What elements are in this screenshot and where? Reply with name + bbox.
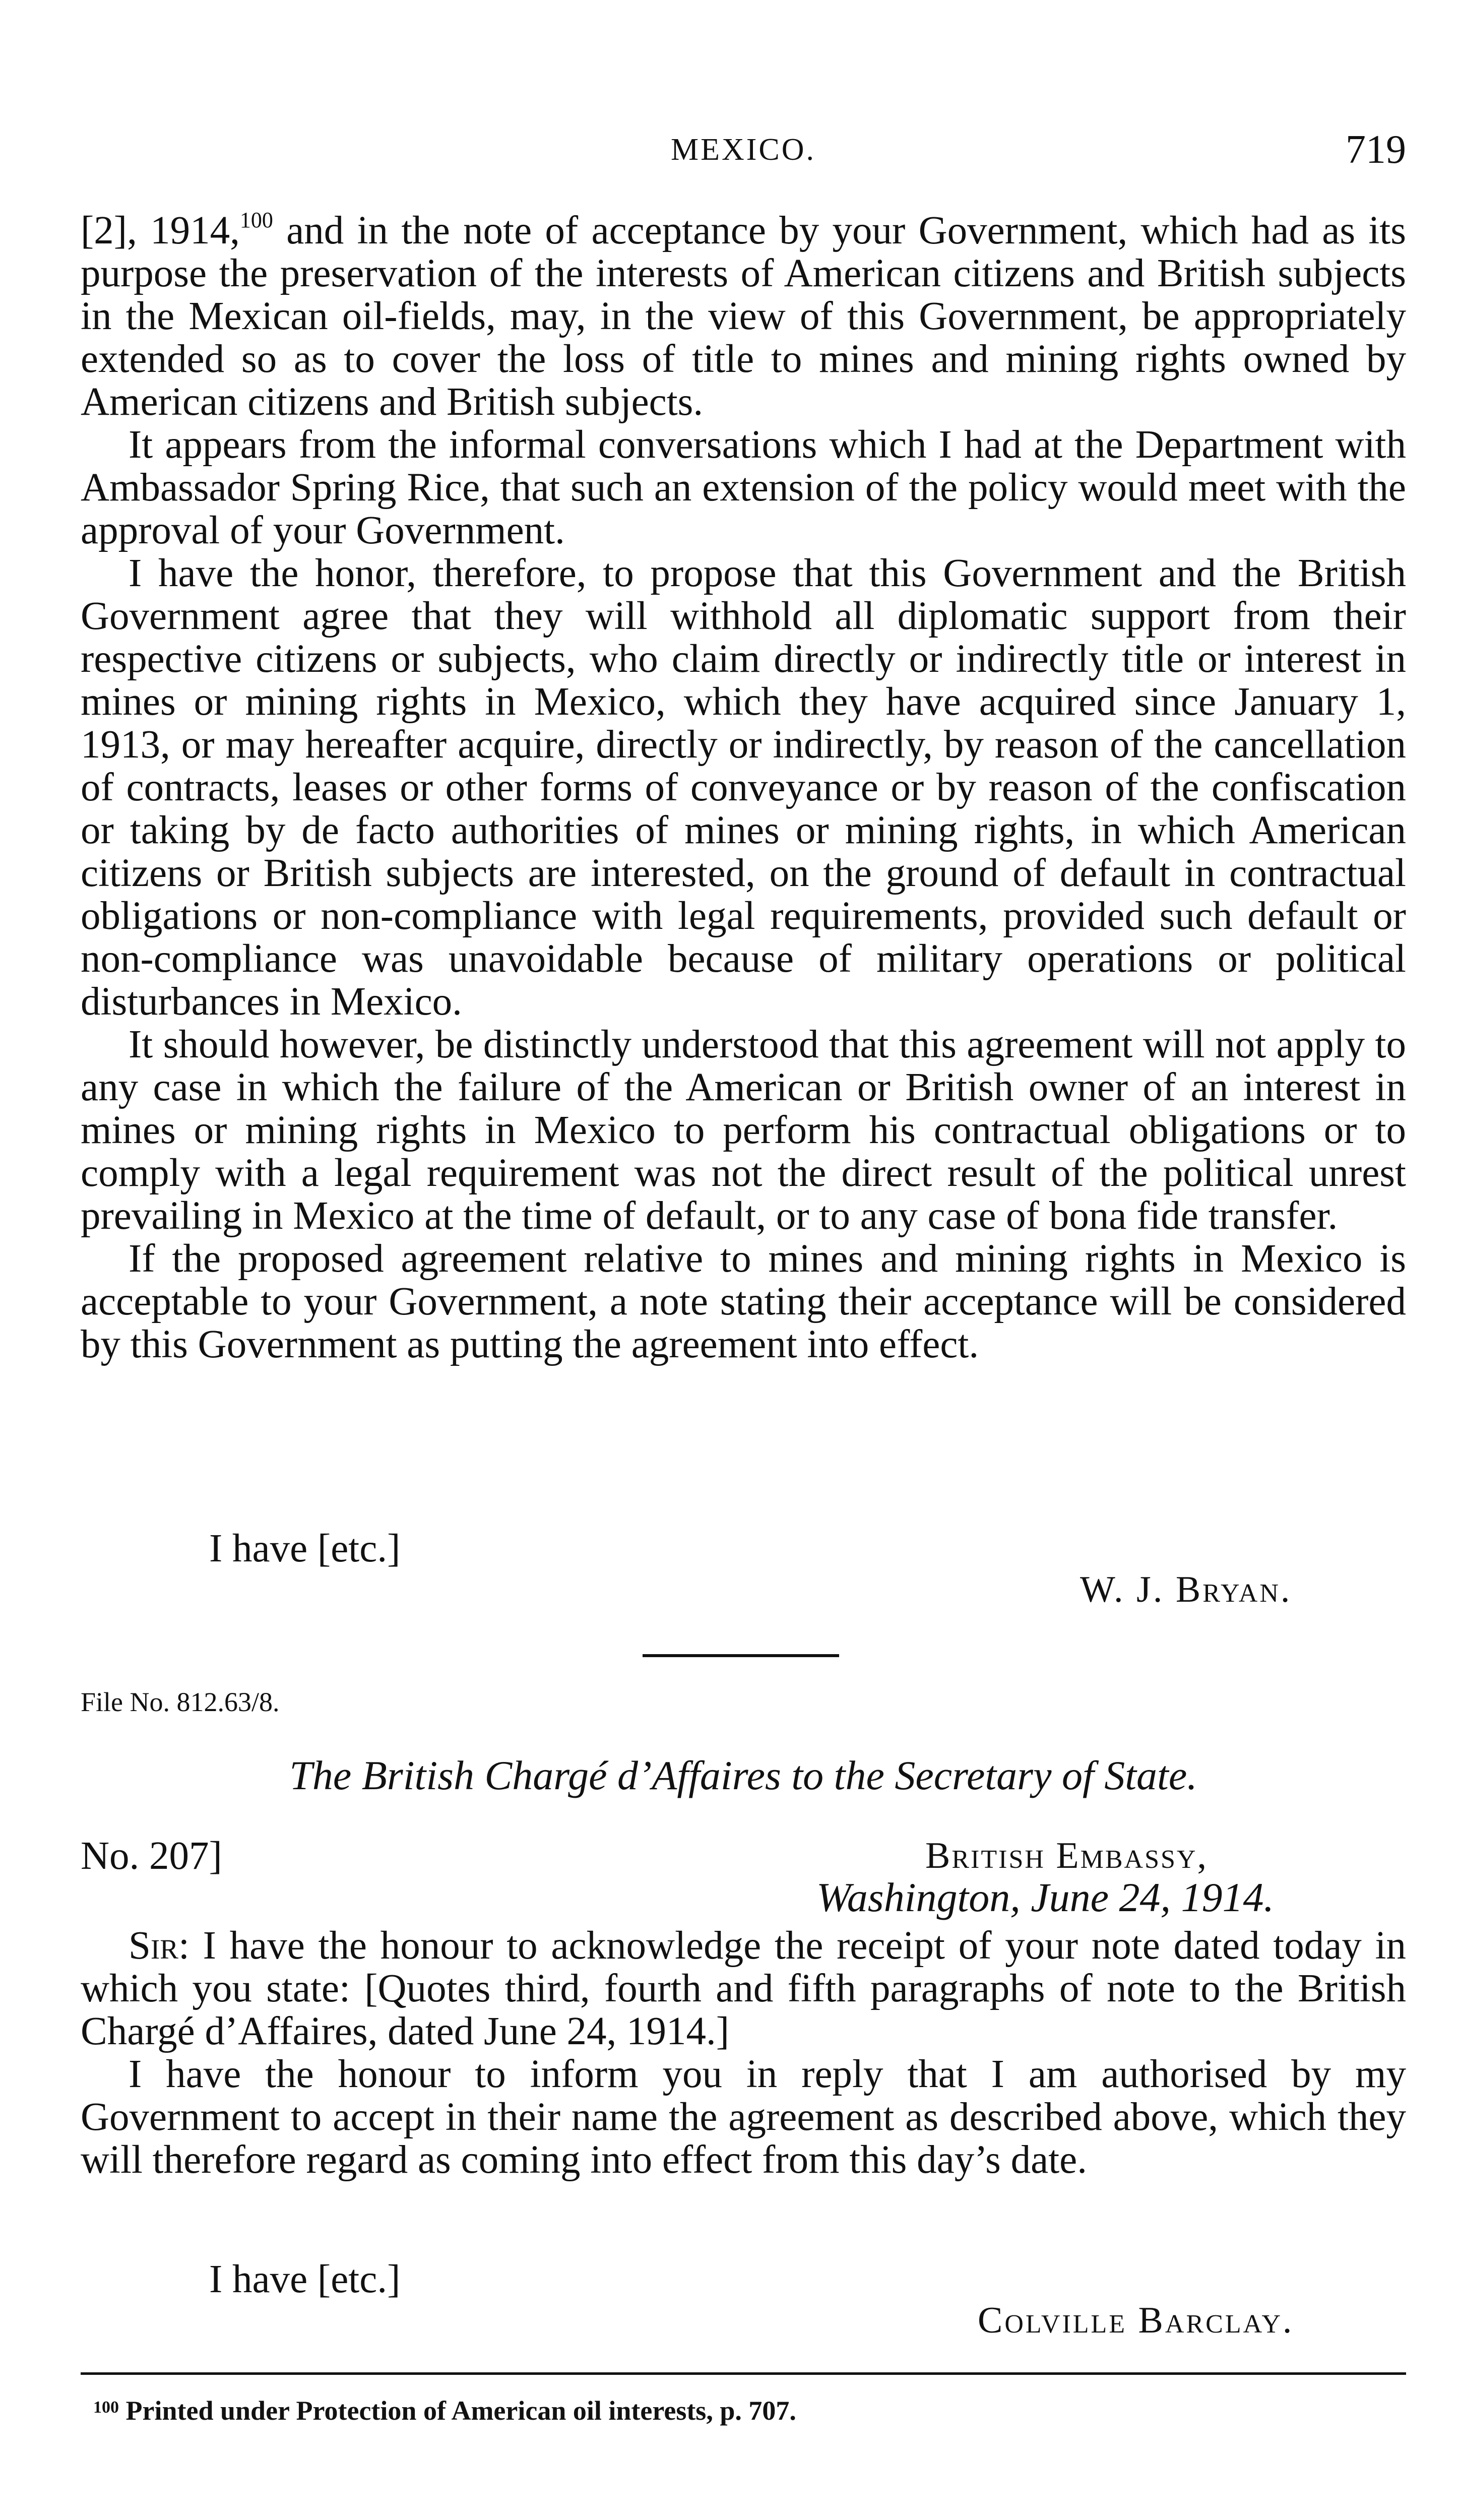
dateline: Washington, June 24, 1914.	[816, 1874, 1275, 1920]
paragraph-4: It should however, be distinctly understood that this agreement will not apply to any case in which the failure of the American or British owner of an interest in mines or mining rights in Mexico to perform his contractual obligations or to comply with a legal requirement was not the direct result of the political unrest prevailing in Mexico at the time of default, or to any case of bona fide transfer.	[81, 1023, 1406, 1238]
signature-barclay: Colville Barclay.	[978, 2300, 1294, 2341]
document-title: The British Chargé d’Affaires to the Secretary of State.	[289, 1752, 1197, 1798]
letter-bryan-body	[81, 209, 1406, 1366]
letter-barclay-body	[81, 1924, 1406, 2181]
running-head: MEXICO.	[670, 133, 816, 167]
paragraph-1	[81, 209, 1406, 423]
footnote-text: Printed under Protection of American oil interests, p. 707.	[125, 2396, 796, 2426]
paragraph-2: I have the honour to inform you in reply that I am authorised by my Government to accept in their name the agreement as described above, which they will therefore regard as coming into effect from this day’s date.	[81, 2052, 1406, 2182]
paragraph-1-text: : I have the honour to acknowledge the receipt of your note dated today in which you state: [Quotes third, fourth and fifth paragraphs of note to the British Chargé d’Affaires, dated June 24, 1914.]	[81, 1924, 1406, 2053]
file-number: File No. 812.63/8.	[81, 1687, 280, 1717]
footnote	[93, 2390, 796, 2428]
closing-line: I have [etc.]	[209, 1527, 401, 1570]
sender-address: British Embassy,	[925, 1835, 1208, 1876]
signature-bryan: W. J. Bryan.	[1080, 1569, 1292, 1610]
paragraph-1	[81, 1924, 1406, 2053]
salutation: Sir	[129, 1924, 178, 1968]
document-number: No. 207]	[81, 1834, 222, 1878]
section-divider	[643, 1654, 839, 1657]
footnote-reference[interactable]: 100	[239, 208, 273, 232]
paragraph-5: If the proposed agreement relative to mines and mining rights in Mexico is acceptable to your Government, a note stating their acceptance will be considered by this Government as putting the agreement into effect.	[81, 1237, 1406, 1366]
footnote-divider	[81, 2372, 1406, 2375]
page-number: 719	[1346, 128, 1406, 172]
paragraph-1-start: [2], 1914,	[81, 209, 240, 253]
paragraph-2: It appears from the informal conversations which I had at the Department with Ambassador Spring Rice, that such an extension of the policy would meet with the approval of your Government.	[81, 423, 1406, 552]
paragraph-3: I have the honor, therefore, to propose that this Government and the British Government agree that they will withhold all diplomatic support from their respective citizens or subjects, who claim directly or indirectly title or interest in mines or mining rights in Mexico, which they have acquired since January 1, 1913, or may hereafter acquire, directly or indirectly, by reason of the cancellation of contracts, leases or other forms of conveyance or by reason of the confiscation or taking by de facto authorities of mines or mining rights, in which American citizens or British subjects are interested, on the ground of default in contractual obligations or non-compliance with legal requirements, provided such default or non-compliance was unavoidable because of military operations or political disturbances in Mexico.	[81, 551, 1406, 1024]
closing-line: I have [etc.]	[209, 2257, 401, 2301]
footnote-mark: 100	[93, 2398, 119, 2417]
page-header	[81, 122, 1406, 177]
paragraph-1-text: and in the note of acceptance by your Government, which had as its purpose the preservation of the interests of American citizens and British subjects in the Mexican oil-fields, may, in the view of this Government, be appropriately extended so as to cover the loss of title to mines and mining rights owned by American citizens and British subjects.	[81, 209, 1407, 424]
